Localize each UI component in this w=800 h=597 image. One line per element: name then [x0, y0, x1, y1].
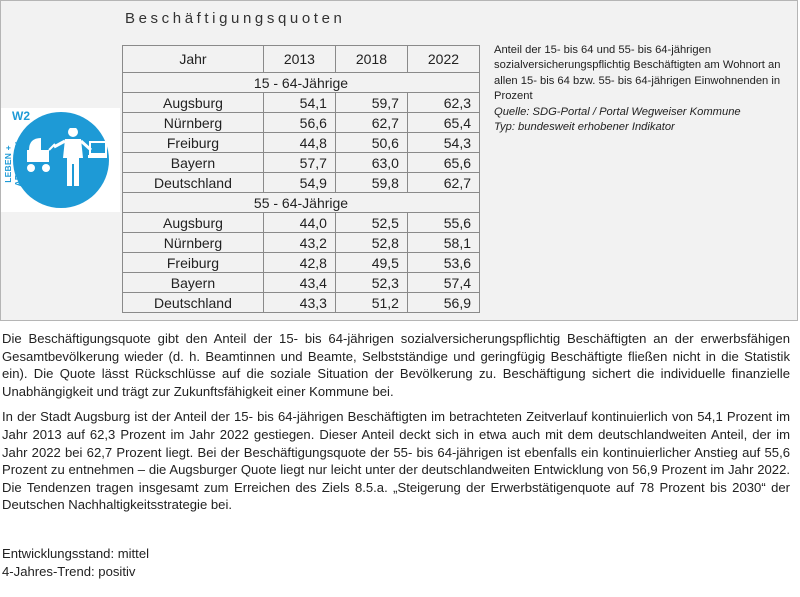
row-label: Nürnberg: [123, 113, 264, 133]
row-label: Augsburg: [123, 93, 264, 113]
row-label: Freiburg: [123, 253, 264, 273]
cell-value: 52,3: [335, 273, 407, 293]
header-year: 2022: [407, 46, 479, 73]
header-year-label: Jahr: [123, 46, 264, 73]
row-label: Freiburg: [123, 133, 264, 153]
development-status: Entwicklungsstand: mittel: [2, 546, 150, 561]
table-row: [123, 253, 480, 273]
cell-value: 57,4: [407, 273, 479, 293]
table-row: [123, 93, 480, 113]
row-label: Augsburg: [123, 213, 264, 233]
row-label: Deutschland: [123, 173, 264, 193]
group-header-row: [123, 73, 480, 93]
row-label: Deutschland: [123, 293, 264, 313]
cell-value: 65,4: [407, 113, 479, 133]
header-year: 2018: [335, 46, 407, 73]
cell-value: 42,8: [263, 253, 335, 273]
cell-value: 52,5: [335, 213, 407, 233]
badge-label: LEBEN + ARBEITEN: [3, 141, 23, 187]
cell-value: 62,7: [335, 113, 407, 133]
row-label: Bayern: [123, 153, 264, 173]
cell-value: 54,3: [407, 133, 479, 153]
cell-value: 52,8: [335, 233, 407, 253]
sdg-badge: [1, 108, 120, 212]
table-row: [123, 173, 480, 193]
table-header-row: [123, 46, 480, 73]
cell-value: 50,6: [335, 133, 407, 153]
header-year: 2013: [263, 46, 335, 73]
body-text: [2, 330, 790, 522]
row-label: Bayern: [123, 273, 264, 293]
table-row: [123, 233, 480, 253]
cell-value: 56,9: [407, 293, 479, 313]
cell-value: 54,9: [263, 173, 335, 193]
page-title: Beschäftigungsquoten: [125, 10, 346, 27]
cell-value: 65,6: [407, 153, 479, 173]
source-note: Quelle: SDG-Portal / Portal Wegweiser Kommune: [494, 105, 741, 118]
cell-value: 43,4: [263, 273, 335, 293]
type-note: Typ: bundesweit erhobener Indikator: [494, 121, 675, 134]
cell-value: 63,0: [335, 153, 407, 173]
cell-value: 59,7: [335, 93, 407, 113]
cell-value: 57,7: [263, 153, 335, 173]
cell-value: 58,1: [407, 233, 479, 253]
table-row: [123, 113, 480, 133]
indicator-description: Anteil der 15- bis 64 und 55- bis 64-jährigen sozialversicherungspflichtig Beschäftigten am Wohnort an allen 15- bis 64 bzw. 55- bis 64-jährigen Einwohnenden in Prozent: [494, 44, 781, 103]
status-block: [2, 545, 149, 580]
cell-value: 54,1: [263, 93, 335, 113]
cell-value: 62,7: [407, 173, 479, 193]
table-row: [123, 213, 480, 233]
cell-value: 59,8: [335, 173, 407, 193]
cell-value: 53,6: [407, 253, 479, 273]
trend-status: 4-Jahres-Trend: positiv: [2, 563, 136, 579]
cell-value: 49,5: [335, 253, 407, 273]
group-title: 15 - 64-Jährige: [123, 73, 480, 93]
table-row: [123, 273, 480, 293]
source-box: [494, 43, 789, 135]
group-title: 55 - 64-Jährige: [123, 193, 480, 213]
paragraph: Die Beschäftigungsquote gibt den Anteil der 15- bis 64-jährigen sozialversicherungspflichtig Beschäftigten an der erwerbsfähigen Gesamtbevölkerung wieder (d. h. Beamtinnen und Beamte, Selbstständige und geringfügig Beschäftigte fließen nicht in die Statistik ein). Die Quote lässt Rückschlüsse auf die soziale Situation der Bevölkerung zu. Beschäftigung sichert die individuelle finanzielle Unabhängigkeit und trägt zur Zukunftsfähigkeit einer Kommune bei.: [2, 331, 790, 399]
badge-code: W2: [12, 109, 30, 123]
table-row: [123, 133, 480, 153]
cell-value: 43,3: [263, 293, 335, 313]
cell-value: 51,2: [335, 293, 407, 313]
cell-value: 56,6: [263, 113, 335, 133]
cell-value: 62,3: [407, 93, 479, 113]
cell-value: 55,6: [407, 213, 479, 233]
cell-value: 44,8: [263, 133, 335, 153]
group-header-row: [123, 193, 480, 213]
paragraph: In der Stadt Augsburg ist der Anteil der 15- bis 64-jährigen Beschäftigten im betrachteten Zeitverlauf kontinuierlich von 54,1 Prozent im Jahr 2013 auf 62,3 Prozent im Jahr 2022 gestiegen. Dieser Anteil deckt sich in etwa auch mit dem deutschlandweiten Anteil, der im Jahr 2022 bei 62,7 Prozent liegt. Bei der Beschäftigungsquote der 55- bis 64-jährigen ist ebenfalls ein kontinuierlicher Anstieg auf 55,6 Prozent zu entnehmen – die Augsburger Quote liegt nur leicht unter der deutschlandweiten Entwicklung von 56,9 Prozent im Jahr 2022. Die Tendenzen tragen insgesamt zum Erreichen des Ziels 8.5.a. „Steigerung der Erwerbstätigenquote auf 78 Prozent bis 2030“ der Deutschen Nachhaltigkeitsstrategie bei.: [2, 409, 790, 513]
row-label: Nürnberg: [123, 233, 264, 253]
quota-table: [122, 45, 480, 313]
table-row: [123, 293, 480, 313]
cell-value: 44,0: [263, 213, 335, 233]
table-row: [123, 153, 480, 173]
cell-value: 43,2: [263, 233, 335, 253]
family-work-icon: [21, 128, 107, 192]
